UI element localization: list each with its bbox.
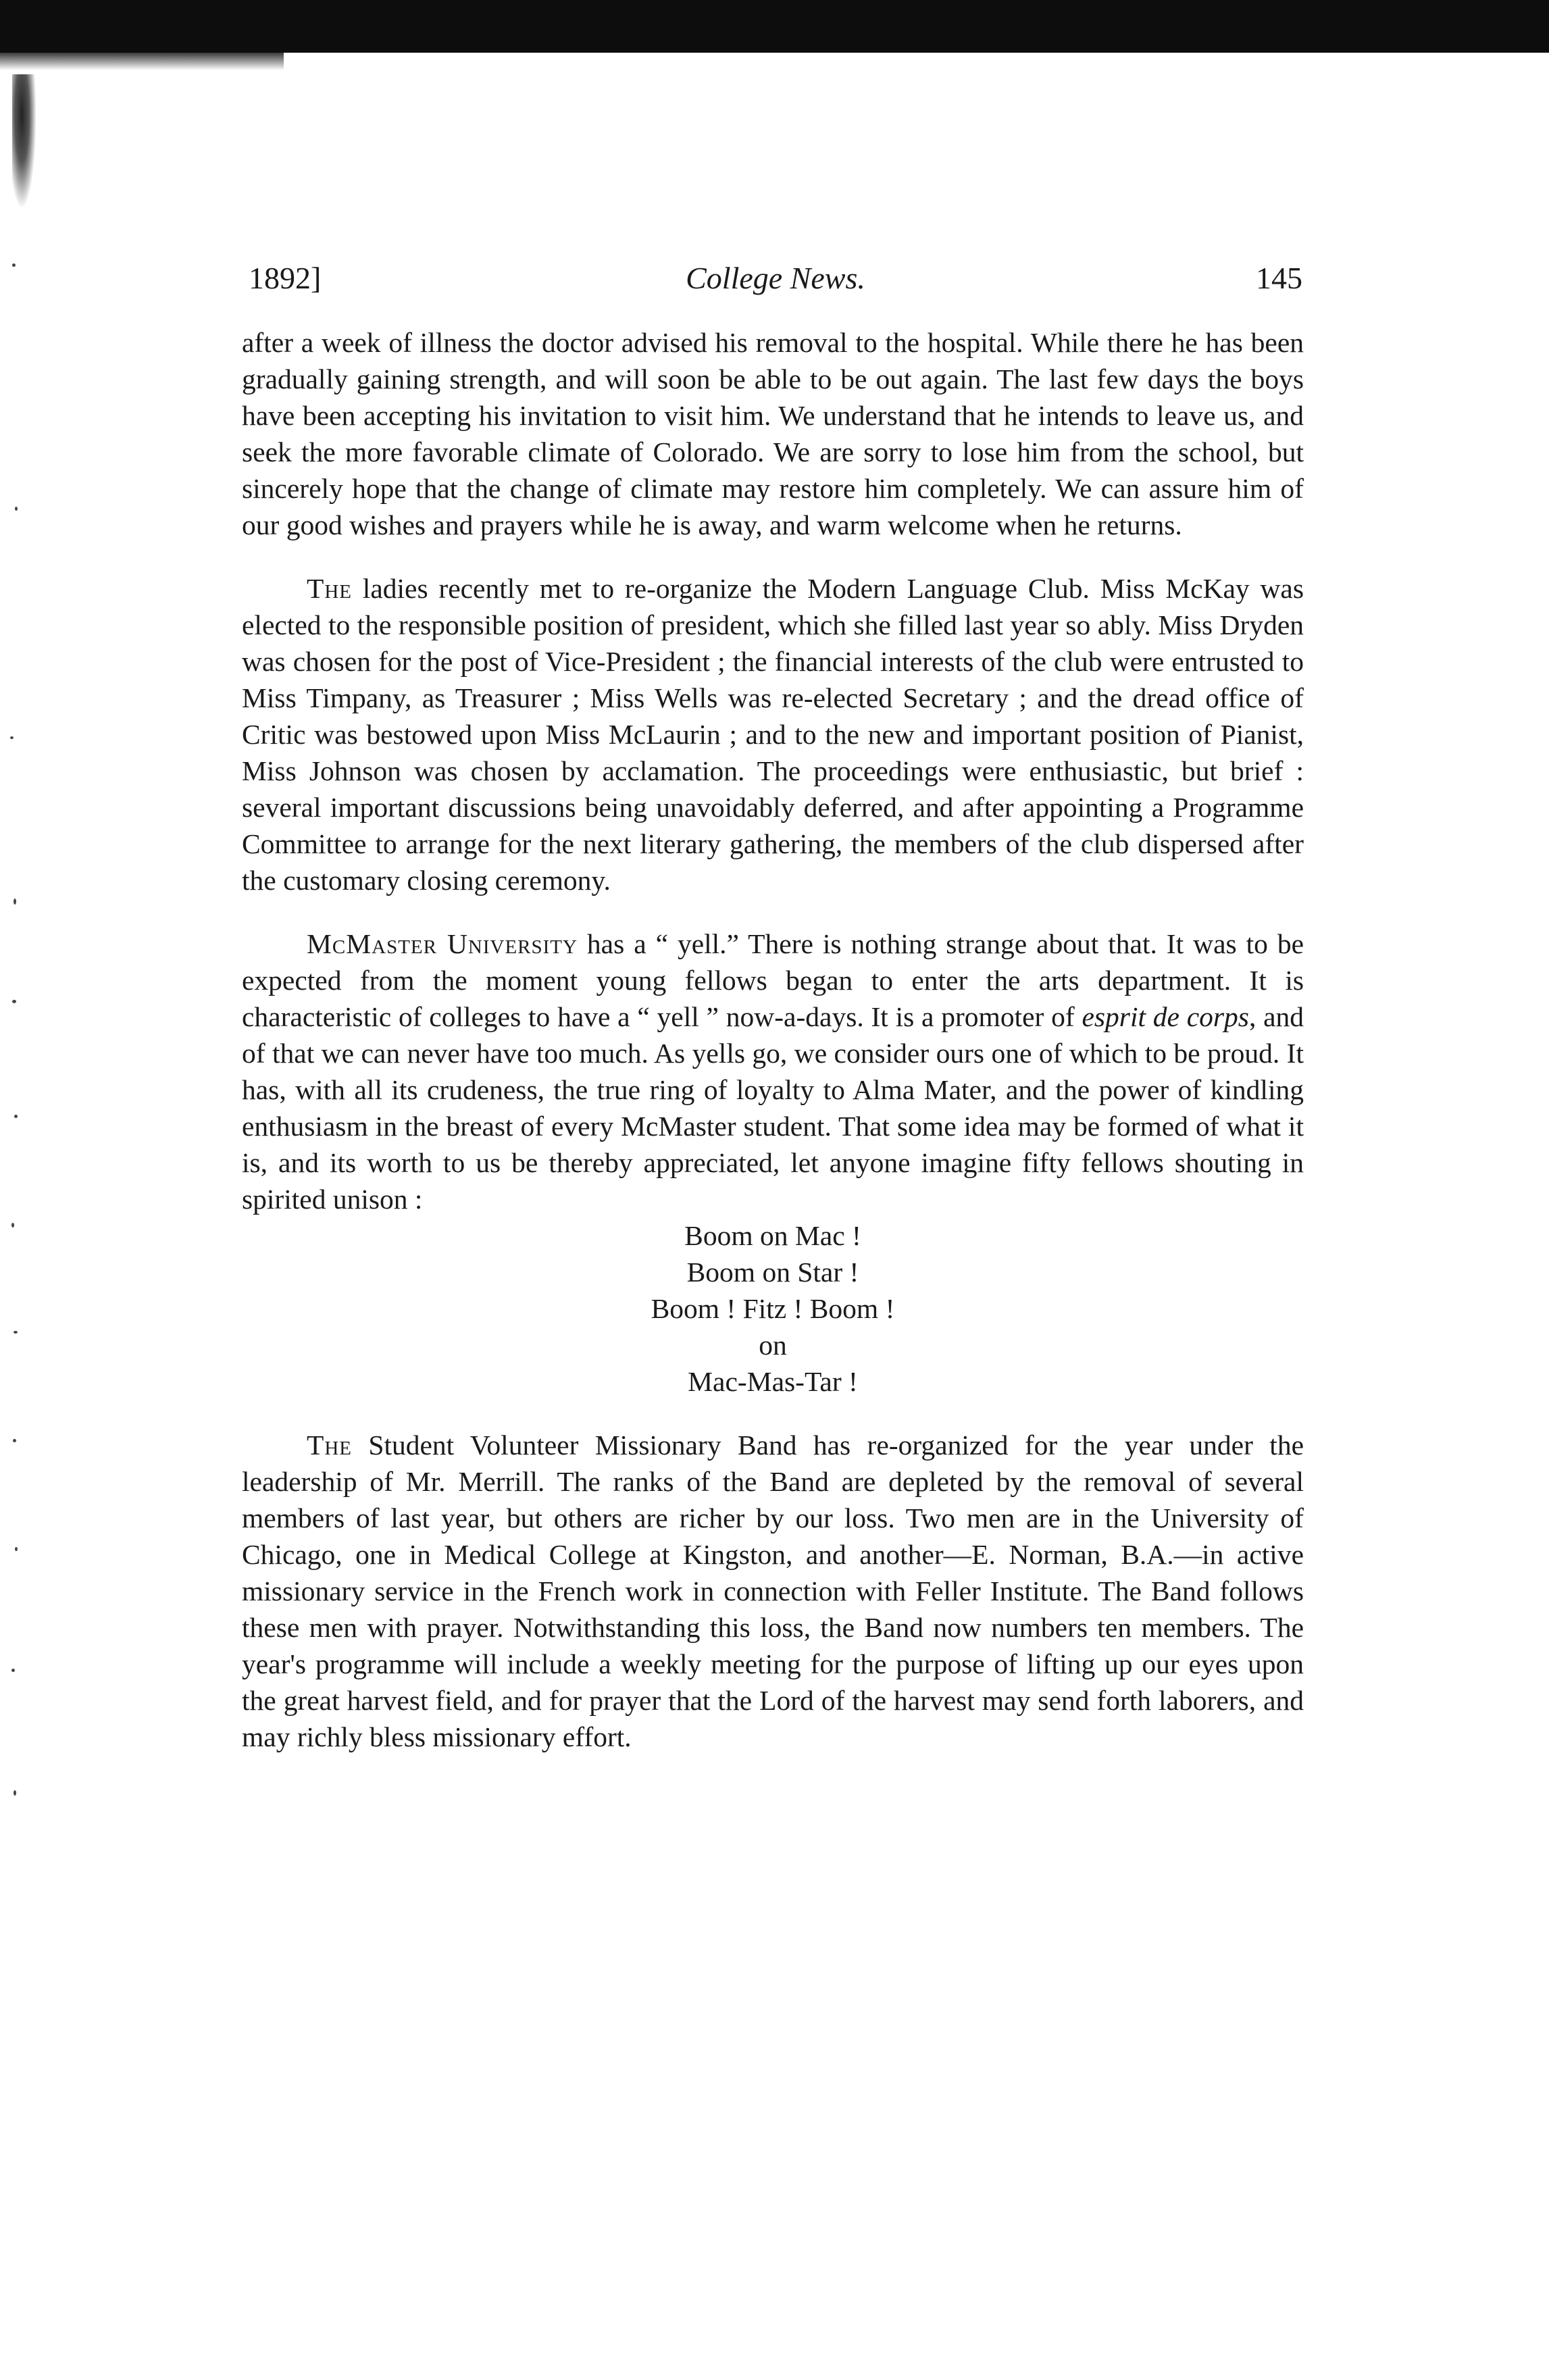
header-year: 1892] (249, 261, 322, 295)
scan-top-border (0, 0, 1549, 53)
margin-scan-noise (0, 223, 27, 1912)
paragraph-lead-word: McMaster University (307, 928, 578, 959)
paragraph-body: ladies recently met to re-organize the Modern Language Club. Miss McKay was elected to the responsible position of president, which she filled last year so ably. Miss Dryden was chosen for the post of Vice-President ; the financial interests of the club were entrusted to Miss Timpany, as Treasurer ; Miss Wells was re-elected Secretary ; and the dread office of Critic was bestowed upon Miss McLaurin ; and to the new and important position of Pianist, Miss Johnson was chosen by acclamation. The proceedings were enthusiastic, but brief : several important discussions being unavoidably deferred, and after appointing a Programme Committee to arrange for the next literary gathering, the members of the club dispersed after the customary closing ceremony. (242, 573, 1304, 896)
yell-line: Boom on Mac ! (684, 1220, 861, 1251)
paragraph-yell (242, 926, 1304, 1217)
binding-mark (12, 74, 36, 209)
paragraph-lead-word: The (307, 573, 353, 604)
page-header (249, 260, 1302, 307)
scan-border-shadow (0, 53, 284, 70)
yell-line: Mac-Mas-Tar ! (688, 1366, 858, 1397)
paragraph-body: has a “ yell.” There is nothing strange about that. It was to be expected from the moment young fellows began to enter the arts department. It is characteristic of colleges to have a “ yell ” now-a-days. It is a promoter of (242, 928, 1304, 1032)
college-yell (242, 1217, 1304, 1400)
yell-line: Boom on Star ! (686, 1257, 859, 1288)
running-title: College News. (686, 261, 865, 295)
paragraph-body: Student Volunteer Missionary Band has re-organized for the year under the leadership of Mr. Merrill. The ranks of the Band are depleted by the removal of several members of last year, but others are richer by our loss. Two men are in the University of Chicago, one in Medical College at Kingston, and another—E. Norman, B.A.—in active missionary service in the French work in connection with Feller Institute. The Band follows these men with prayer. Notwithstanding this loss, the Band now numbers ten members. The year's programme will include a weekly meeting for the purpose of lifting up our eyes upon the great harvest field, and for prayer that the Lord of the harvest may send forth laborers, and may richly bless missionary effort. (242, 1429, 1304, 1752)
article-column (242, 324, 1304, 1755)
yell-line: Boom ! Fitz ! Boom ! (651, 1293, 895, 1324)
paragraph-illness: after a week of illness the doctor advised his removal to the hospital. While there he has been gradually gaining strength, and will soon be able to be out again. The last few days the boys have been accepting his invitation to visit him. We understand that he intends to leave us, and seek the more favorable climate of Colorado. We are sorry to lose him from the school, but sincerely hope that the change of climate may restore him completely. We can assure him of our good wishes and prayers while he is away, and warm welcome when he returns. (242, 327, 1304, 540)
italic-phrase: esprit de corps (1082, 1001, 1249, 1032)
paragraph-body-continued: , and of that we can never have too much. As yells go, we consider ours one of which to be proud. It has, with all its crudeness, the true ring of loyalty to Alma Mater, and the power of kindling enthusiasm in the breast of every McMaster student. That some idea may be formed of what it is, and its worth to us be thereby appreciated, let anyone imagine fifty fellows shouting in spirited unison : (242, 1001, 1304, 1215)
yell-line: on (759, 1330, 787, 1361)
paragraph-lead-word: The (307, 1429, 353, 1461)
paragraph-missionary-band (242, 1427, 1304, 1755)
page-number: 145 (1256, 261, 1302, 295)
paragraph-language-club (242, 570, 1304, 898)
